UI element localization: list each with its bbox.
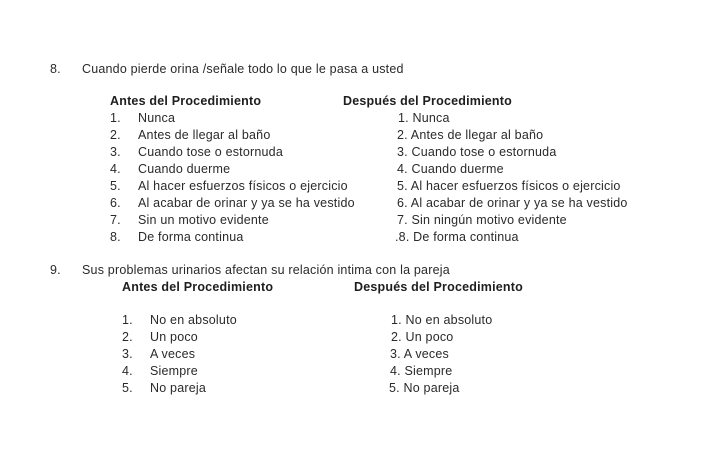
question-9-text: Sus problemas urinarios afectan su relación intima con la pareja [82, 263, 450, 277]
question-9-number: 9. [50, 263, 61, 277]
list-item: 5. No pareja [389, 381, 460, 395]
list-item: 3. Cuando tose o estornuda [397, 145, 557, 159]
q9-before-header: Antes del Procedimiento [122, 280, 274, 294]
list-item: 5. Al hacer esfuerzos físicos o ejercicio [397, 179, 621, 193]
q8-before-header: Antes del Procedimiento [110, 94, 262, 108]
list-item: 6. Al acabar de orinar y ya se ha vestido [397, 196, 628, 210]
list-item: 4. Siempre [390, 364, 453, 378]
question-8-number: 8. [50, 62, 61, 76]
list-item: 7. Sin ningún motivo evidente [397, 213, 567, 227]
question-8-text: Cuando pierde orina /señale todo lo que le pasa a usted [82, 62, 404, 76]
q8-after-header: Después del Procedimiento [343, 94, 512, 108]
list-item: 3. A veces [390, 347, 449, 361]
list-item: 2. Antes de llegar al baño [397, 128, 544, 142]
q9-after-header: Después del Procedimiento [354, 280, 523, 294]
list-item: .8. De forma continua [395, 230, 519, 244]
list-item: 2. Un poco [391, 330, 454, 344]
list-item: 1. Nunca [398, 111, 450, 125]
list-item: 1. No en absoluto [391, 313, 493, 327]
list-item: 4. Cuando duerme [397, 162, 504, 176]
